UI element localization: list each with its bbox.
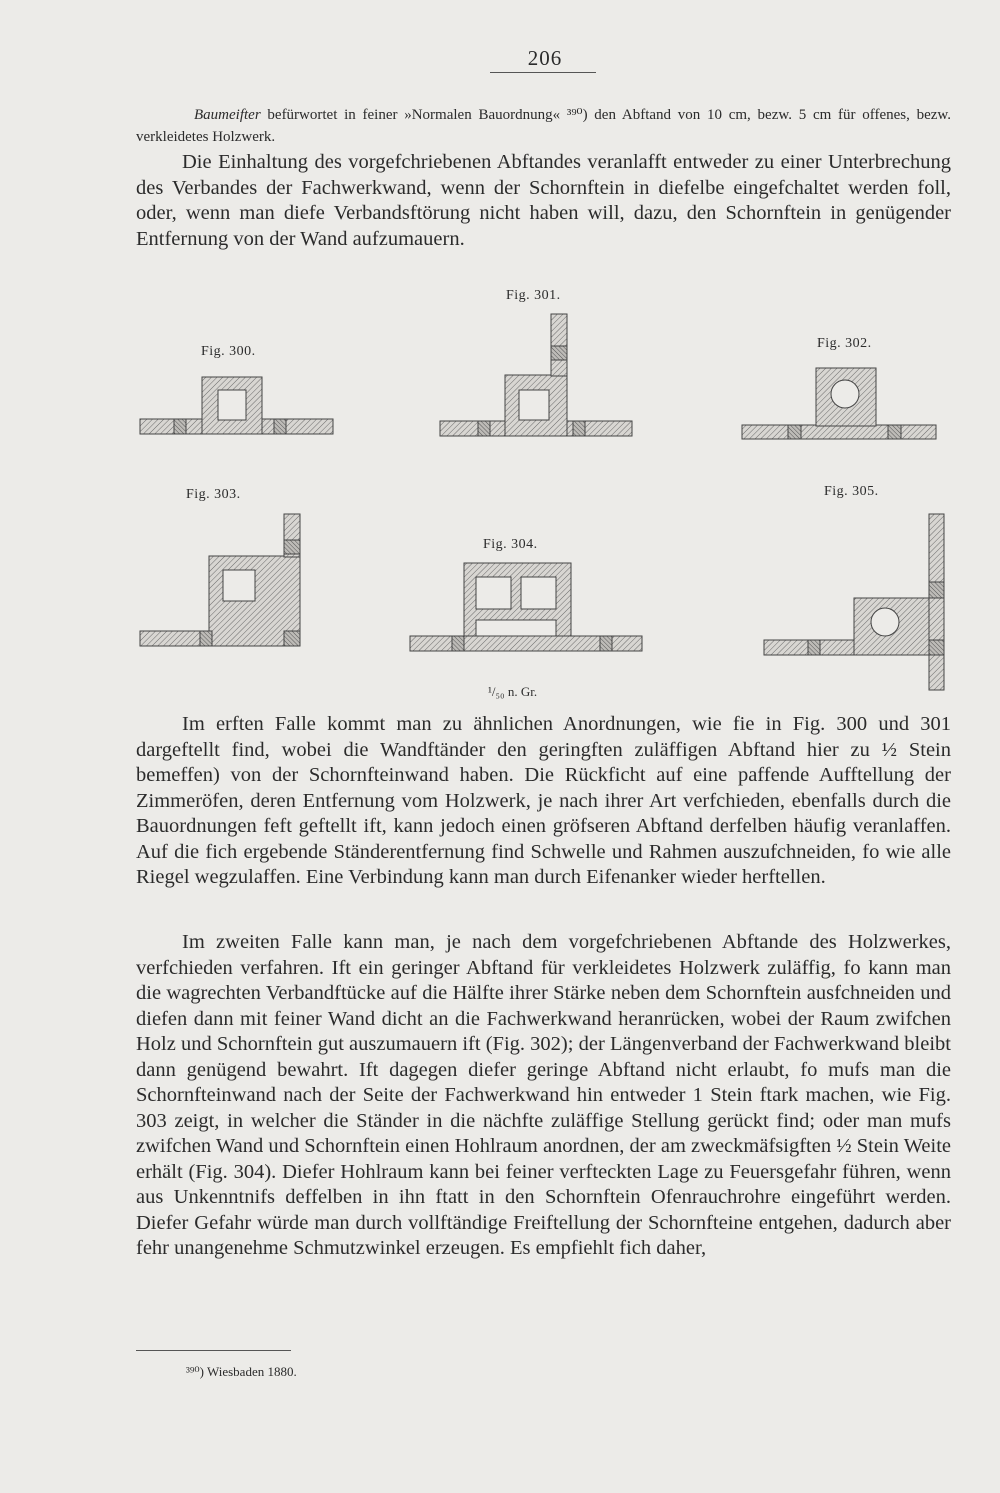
paragraph-2: Im erften Falle kommt man zu ähnlichen Anordnungen, wie fie in Fig. 300 und 301 dargeftellt find, wobei die Wandftänder den geringften zuläffigen Abftand hier zu ½ Stein bemeffen) von der Schornfteinwand haben. Die Rückficht auf eine paffende Aufftellung der Zimmeröfen, deren Entfernung vom Holzwerk, je nach ihrer Art verfchieden, ebenfalls durch die Bauordnungen feft geftellt ift, kann jedoch einen gröfseren Abftand derfelben häufig veranlaffen. Auf die fich ergebende Ständerentfernung find Schwelle und Rahmen auszufchneiden, fo wie alle Riegel wegzulaffen. Eine Verbindung kann man durch Eifenanker wieder herftellen. xyxy=(136,713,951,888)
intro-author: Baumeifter xyxy=(194,107,261,123)
figure-305 xyxy=(764,514,944,690)
fig-303-label: Fig. 303. xyxy=(186,487,241,502)
figure-300 xyxy=(140,377,333,434)
footnote: ³⁹⁰) Wiesbaden 1880. xyxy=(186,1364,297,1379)
fig-304-label: Fig. 304. xyxy=(483,537,538,552)
scale-note: ¹/₅₀ n. Gr. xyxy=(488,684,538,699)
footnote-rule xyxy=(136,1350,291,1351)
fig-302-label: Fig. 302. xyxy=(817,336,872,351)
fig-305-label: Fig. 305. xyxy=(824,484,879,499)
paragraph-1: Die Einhaltung des vorgefchriebenen Abftandes veranlafft entweder zu einer Unterbrechung des Verbandes der Fachwerkwand, wenn der Schornftein in diefelbe eingefchaltet werden foll, oder, wenn man diefe Verbandsftörung nicht haben will, dazu, den Schornftein in genügender Entfernung von der Wand aufzumauern. xyxy=(136,151,951,250)
fig-301-label: Fig. 301. xyxy=(506,288,561,303)
figure-304 xyxy=(410,563,642,651)
figure-302 xyxy=(742,368,936,439)
figure-303 xyxy=(140,514,300,646)
intro-text: befürwortet in feiner »Normalen Bauordnung« ³⁹⁰) den Abftand von 10 cm, bezw. 5 cm für offenes, bezw. verkleidetes Holzwerk. xyxy=(136,107,952,145)
figure-301 xyxy=(440,314,632,436)
fig-300-label: Fig. 300. xyxy=(201,344,256,359)
paragraph-3: Im zweiten Falle kann man, je nach dem vorgefchriebenen Abftande des Holzwerkes, verfchieden verfahren. Ift ein geringer Abftand für verkleidetes Holzwerk zuläffig, fo kann man die wagrechten Verbandftücke auf die Hälfte ihrer Stärke neben dem Schornftein ausfchneiden und diefen dann mit feiner Wand dicht an die Fachwerkwand heranrücken, wobei der Raum zwifchen Holz und Schornftein gut auszumauern ift (Fig. 302); der Längenverband der Fachwerkwand bleibt dann genügend bewahrt. Ift dagegen diefer geringe Abftand nicht erlaubt, fo mufs man die Schornfteinwand nach der Seite der Fachwerkwand hin entweder 1 Stein ftark machen, wie Fig. 303 zeigt, in welcher die Ständer in die nächfte zuläffige Stellung gerückt find; oder man mufs zwifchen Wand und Schornftein einen Hohlraum anordnen, der am zweckmäfsigften ½ Stein Weite erhält (Fig. 304). Diefer Hohlraum kann bei feiner verfteckten Lage zu Feuersgefahr führen, wenn aus Unkenntnifs deffelben in ihn ftatt in den Schornftein Ofenrauchrohre eingeführt werden. Diefer Gefahr würde man durch vollftändige Freiftellung der Schornfteine entgehen, dadurch aber fehr unangenehme Schmutzwinkel erzeugen. Es empfiehlt fich daher, xyxy=(136,931,951,1259)
page-number: 206 xyxy=(527,46,563,70)
